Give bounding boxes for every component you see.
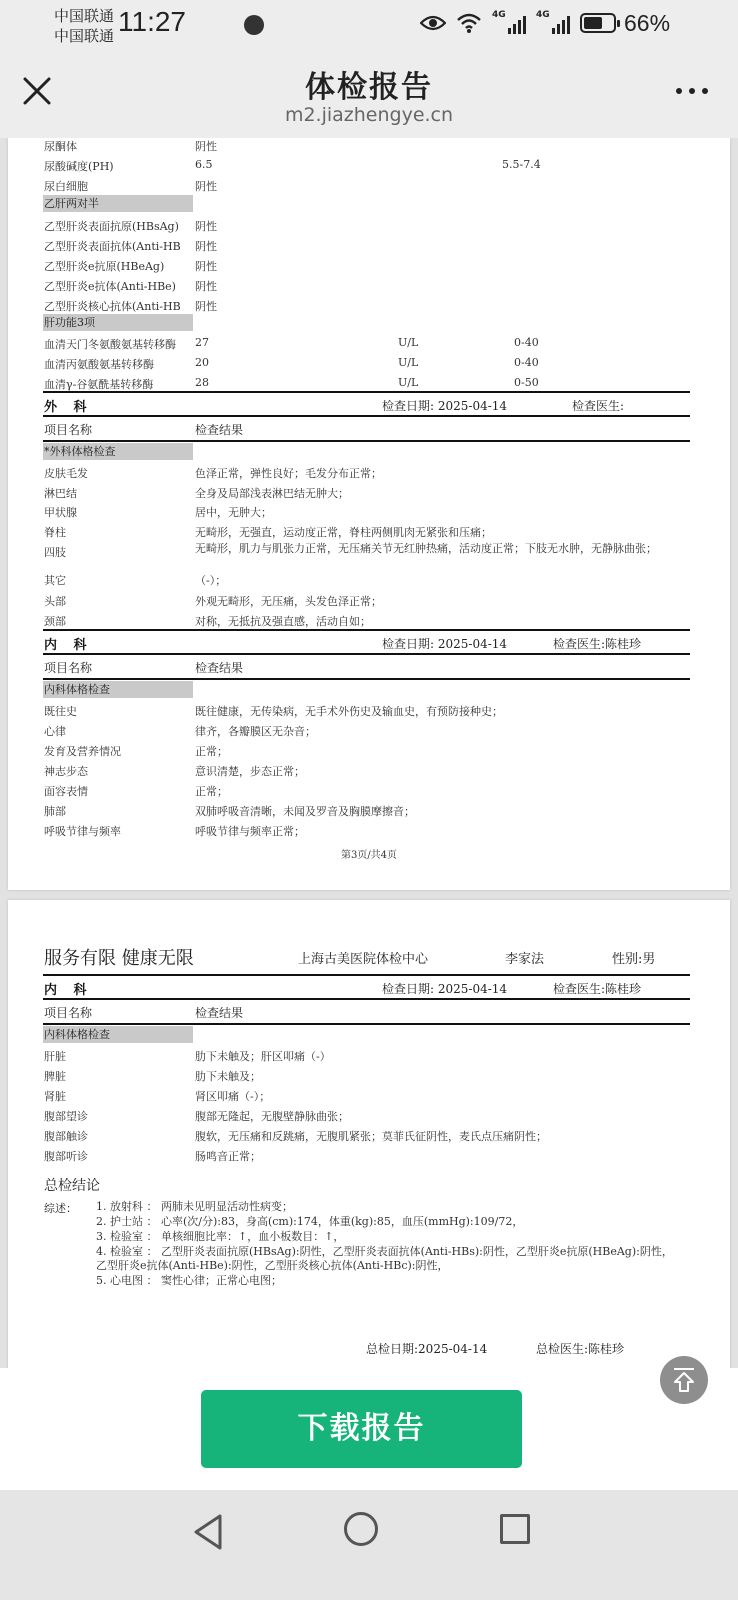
row-result: 无畸形，肌力与肌张力正常，无压痛关节无红肿热痛，活动度正常；下肢无水肿，无静脉曲张； xyxy=(195,542,657,555)
report-page-3 xyxy=(8,138,730,890)
row-result: 阴性 xyxy=(195,300,217,313)
row-name: 面容表情 xyxy=(44,785,88,798)
eye-icon xyxy=(420,15,446,31)
row-name: 腹部听诊 xyxy=(44,1150,88,1163)
row-result: 对称，无抵抗及强直感，活动自如； xyxy=(195,615,371,628)
scroll-to-top-button[interactable] xyxy=(660,1356,708,1404)
carrier-2: 中国联通 xyxy=(54,27,115,45)
home-icon[interactable] xyxy=(344,1512,378,1546)
page-domain: m2.jiazhengye.cn xyxy=(284,104,454,126)
exam-doctor: 检查医生:陈桂珍 xyxy=(553,982,642,996)
row-name: 脾脏 xyxy=(44,1070,66,1083)
row-result: 居中，无肿大； xyxy=(195,506,272,519)
row-name: 颈部 xyxy=(44,615,66,628)
row-name: 肝脏 xyxy=(44,1050,66,1063)
exam-doctor: 检查医生: xyxy=(572,399,625,413)
row-name: 呼吸节律与频率 xyxy=(44,825,121,838)
download-report-button[interactable]: 下载报告 xyxy=(201,1390,522,1468)
row-name: 四肢 xyxy=(44,546,66,559)
row-result: 无畸形，无强直，运动度正常，脊柱两侧肌肉无紧张和压痛； xyxy=(195,526,492,539)
conclusion-item: 4. 检验室 ： 乙型肝炎表面抗原(HBsAg):阴性，乙型肝炎表面抗体(Anti-HBs):阴性，乙型肝炎e抗原(HBeAg):阴性，乙型肝炎e抗体(Anti-HBe):阴性，乙型肝炎核心抗体(Anti-HBc):阴性， xyxy=(96,1245,673,1272)
row-result: 阴性 xyxy=(195,180,217,193)
section-band: 乙肝两对半 xyxy=(43,195,193,212)
page-number: 第3页/共4页 xyxy=(340,850,398,861)
row-name: 乙型肝炎表面抗原(HBsAg) xyxy=(44,220,179,233)
row-result: 腹软，无压痛和反跳痛，无腹肌紧张；莫菲氏征阴性，麦氏点压痛阴性； xyxy=(195,1130,547,1143)
summary-date: 总检日期:2025-04-14 xyxy=(366,1342,488,1356)
summary-doctor: 总检医生:陈桂珍 xyxy=(536,1342,625,1356)
patient-name: 李家法 xyxy=(505,952,545,967)
col-header-result: 检查结果 xyxy=(195,1006,244,1020)
nav-bar xyxy=(0,48,738,138)
row-result: 阴性 xyxy=(195,220,217,233)
report-page-4 xyxy=(8,900,730,1398)
signal-icon-1: 4G xyxy=(492,12,526,34)
row-ref: 0-40 xyxy=(514,356,539,369)
col-header-result: 检查结果 xyxy=(195,661,244,675)
rule xyxy=(43,629,690,631)
col-header-item: 项目名称 xyxy=(44,661,93,675)
row-name: 乙型肝炎e抗原(HBeAg) xyxy=(44,260,165,273)
rule xyxy=(43,998,690,1000)
report-viewer[interactable] xyxy=(0,138,738,1398)
section-band: 内科体格检查 xyxy=(43,681,193,698)
globe-icon xyxy=(244,15,264,35)
section-title: 内 科 xyxy=(44,638,93,653)
row-result: 28 xyxy=(195,376,209,389)
row-name: 乙型肝炎表面抗体(Anti-HB xyxy=(44,240,181,253)
row-name: 血清丙氨酸氨基转移酶 xyxy=(44,358,154,371)
row-unit: U/L xyxy=(398,376,419,389)
conclusion-title: 总检结论 xyxy=(44,1178,100,1194)
page-title: 体检报告 xyxy=(305,70,433,105)
col-header-result: 检查结果 xyxy=(195,423,244,437)
row-result: 呼吸节律与频率正常； xyxy=(195,825,305,838)
slogan: 服务有限 健康无限 xyxy=(44,948,194,969)
carrier-1: 中国联通 xyxy=(54,7,115,25)
row-name: 皮肤毛发 xyxy=(44,467,88,480)
battery-percent: 66% xyxy=(624,10,671,36)
row-unit: U/L xyxy=(398,356,419,369)
row-ref: 5.5-7.4 xyxy=(502,158,541,171)
row-name: 尿白细胞 xyxy=(44,180,88,193)
conclusion-item: 2. 护士站 ： 心率(次/分):83，身高(cm):174，体重(kg):85，血压(mmHg):109/72， xyxy=(96,1215,524,1228)
row-name: 脊柱 xyxy=(44,526,66,539)
row-result: 20 xyxy=(195,356,209,369)
row-name: 其它 xyxy=(44,574,66,587)
row-result: 6.5 xyxy=(195,158,213,171)
section-band: 肝功能3项 xyxy=(43,314,193,331)
wifi-icon xyxy=(456,12,482,34)
section-band: 内科体格检查 xyxy=(43,1026,193,1043)
conclusion-label: 综述： xyxy=(44,1202,77,1215)
row-name: 血清γ-谷氨酰基转移酶 xyxy=(44,378,154,391)
row-name: 乙型肝炎核心抗体(Anti-HB xyxy=(44,300,181,313)
row-name: 尿酮体 xyxy=(44,140,77,153)
rule xyxy=(43,1023,690,1025)
conclusion-item: 5. 心电图 ： 窦性心律；正常心电图； xyxy=(96,1274,282,1287)
hospital-name: 上海古美医院体检中心 xyxy=(298,952,429,967)
row-result: 外观无畸形，无压痛，头发色泽正常； xyxy=(195,595,382,608)
conclusion-item: 3. 检验室 ： 单核细胞比率：↑，血小板数目：↑， xyxy=(96,1230,345,1243)
row-name: 腹部望诊 xyxy=(44,1110,88,1123)
row-name: 肺部 xyxy=(44,805,66,818)
row-result: 双肺呼吸音清晰，未闻及罗音及胸膜摩擦音； xyxy=(195,805,415,818)
row-name: 尿酸碱度(PH) xyxy=(44,160,114,173)
row-result: 腹部无隆起，无腹壁静脉曲张； xyxy=(195,1110,349,1123)
recent-apps-icon[interactable] xyxy=(500,1514,530,1544)
row-name: 甲状腺 xyxy=(44,506,77,519)
clock: 11:27 xyxy=(118,6,186,37)
rule xyxy=(43,653,690,655)
conclusion-item: 1. 放射科 ： 两肺未见明显活动性病变； xyxy=(96,1200,293,1213)
section-band: *外科体格检查 xyxy=(43,443,193,460)
row-unit: U/L xyxy=(398,336,419,349)
row-name: 发育及营养情况 xyxy=(44,745,121,758)
row-result: 27 xyxy=(195,336,209,349)
row-name: 既往史 xyxy=(44,705,77,718)
rule xyxy=(43,440,690,442)
row-name: 腹部触诊 xyxy=(44,1130,88,1143)
row-result: 全身及局部浅表淋巴结无肿大； xyxy=(195,487,349,500)
rule xyxy=(43,974,690,976)
exam-date: 检查日期: 2025-04-14 xyxy=(382,982,508,996)
back-icon[interactable] xyxy=(190,1512,230,1552)
row-name: 肾脏 xyxy=(44,1090,66,1103)
section-title: 内 科 xyxy=(44,983,93,998)
rule xyxy=(43,415,690,417)
row-result: 色泽正常，弹性良好；毛发分布正常； xyxy=(195,467,382,480)
row-result: 阴性 xyxy=(195,240,217,253)
carrier-labels xyxy=(54,6,114,46)
row-result: 肋下未触及；肝区叩痛（-） xyxy=(195,1050,331,1063)
section-title: 外 科 xyxy=(44,400,93,415)
row-ref: 0-50 xyxy=(514,376,539,389)
row-name: 头部 xyxy=(44,595,66,608)
row-name: 神志步态 xyxy=(44,765,88,778)
row-result: 阴性 xyxy=(195,140,217,153)
status-bar xyxy=(0,0,738,48)
arrow-up-icon xyxy=(672,1367,696,1393)
battery-fill xyxy=(584,17,602,29)
row-result: 正常； xyxy=(195,785,228,798)
row-result: （-）； xyxy=(195,574,227,587)
row-name: 淋巴结 xyxy=(44,487,77,500)
system-nav-bar xyxy=(0,1490,738,1600)
exam-doctor: 检查医生:陈桂珍 xyxy=(553,637,642,651)
row-result: 律齐，各瓣膜区无杂音； xyxy=(195,725,316,738)
row-name: 血清天门冬氨酸氨基转移酶 xyxy=(44,338,176,351)
row-name: 心律 xyxy=(44,725,66,738)
rule xyxy=(43,678,690,680)
row-ref: 0-40 xyxy=(514,336,539,349)
more-icon[interactable] xyxy=(676,88,708,94)
signal-icon-2: 4G xyxy=(536,12,570,34)
battery-icon xyxy=(580,13,616,33)
col-header-item: 项目名称 xyxy=(44,1006,93,1020)
col-header-item: 项目名称 xyxy=(44,423,93,437)
exam-date: 检查日期: 2025-04-14 xyxy=(382,399,508,413)
row-result: 正常； xyxy=(195,745,228,758)
rule xyxy=(43,391,690,393)
row-name: 乙型肝炎e抗体(Anti-HBe) xyxy=(44,280,176,293)
row-result: 肋下未触及； xyxy=(195,1070,261,1083)
patient-sex: 性别:男 xyxy=(612,952,656,967)
row-result: 既往健康，无传染病，无手术外伤史及输血史，有预防接种史； xyxy=(195,705,503,718)
exam-date: 检查日期: 2025-04-14 xyxy=(382,637,508,651)
row-result: 阴性 xyxy=(195,280,217,293)
row-result: 肾区叩痛（-）； xyxy=(195,1090,271,1103)
row-result: 意识清楚，步态正常； xyxy=(195,765,305,778)
row-result: 阴性 xyxy=(195,260,217,273)
row-result: 肠鸣音正常； xyxy=(195,1150,261,1163)
